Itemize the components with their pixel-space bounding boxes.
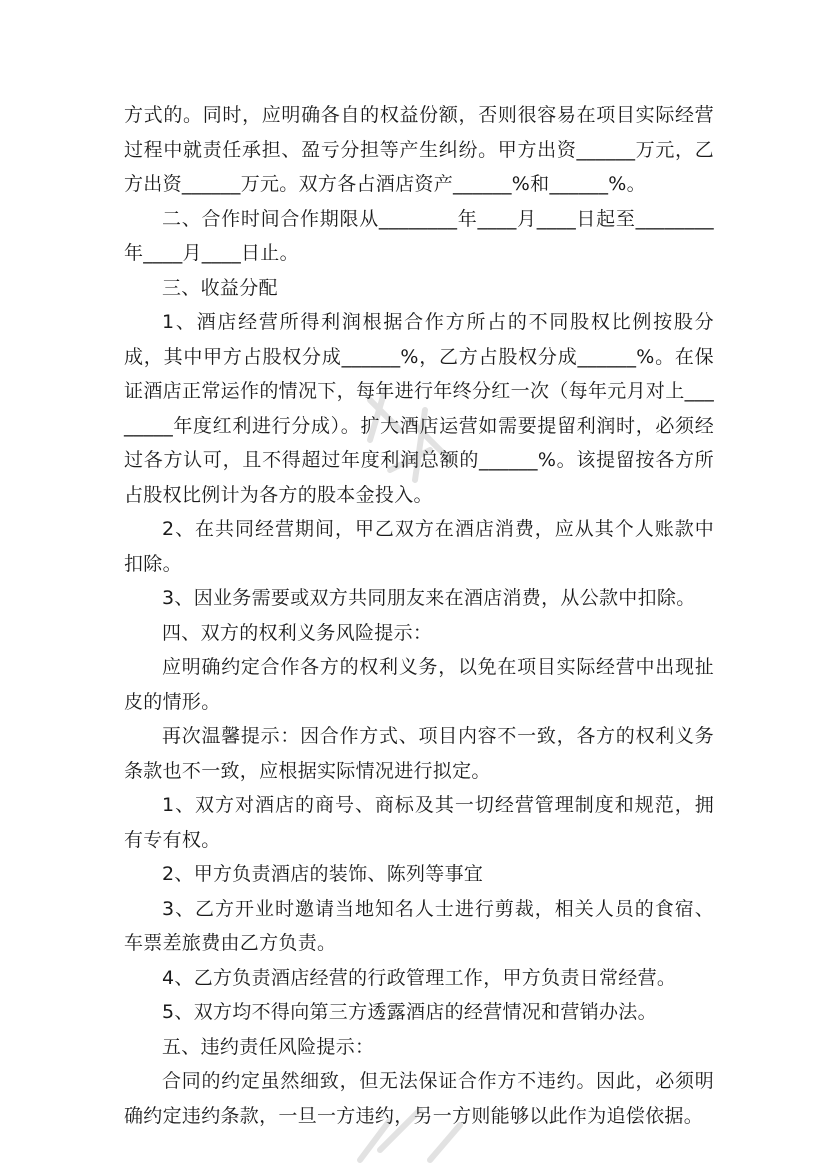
paragraph-rights-item-5: 5、双方均不得向第三方透露酒店的经营情况和营销办法。: [162, 1001, 657, 1023]
paragraph-profit-item-2: 2、在共同经营期间，甲乙双方在酒店消费，应从其个人账款中扣除。: [124, 518, 714, 575]
paragraph-capital-contribution: 方式的。同时，应明确各自的权益份额，否则很容易在项目实际经营过程中就责任承担、盈亏分担等产生纠纷。甲方出资______万元，乙方出资______万元。双方各占酒店资产______%和______%。: [124, 104, 714, 195]
paragraph-cooperation-period: 二、合作时间合作期限从________年____月____日起至________年____月____日止。: [124, 207, 714, 264]
paragraph-breach-note: 合同的约定虽然细致，但无法保证合作方不违约。因此，必须明确约定违约条款，一旦一方违约，另一方则能够以此作为追偿依据。: [124, 1070, 714, 1127]
heading-profit-distribution: 三、收益分配: [162, 276, 278, 299]
paragraph-rights-note: 应明确约定合作各方的权利义务，以免在项目实际经营中出现扯皮的情形。: [124, 656, 714, 713]
heading-rights-obligations: 四、双方的权利义务风险提示：: [162, 621, 433, 644]
paragraph-profit-item-3: 3、因业务需要或双方共同朋友来在酒店消费，从公款中扣除。: [162, 587, 696, 609]
paragraph-rights-item-3: 3、乙方开业时邀请当地知名人士进行剪裁，相关人员的食宿、车票差旅费由乙方负责。: [124, 897, 714, 954]
paragraph-profit-item-1: 1、酒店经营所得利润根据合作方所占的不同股权比例按股分成，其中甲方占股权分成______%，乙方占股权分成______%。在保证酒店正常运作的情况下，每年进行年终分红一次（每年元月对上________年度红利进行分成）。扩大酒店运营如需要提留利润时，必须经过各方认可，且不得超过年度利润总额的______%。该提留按各方所占股权比例计为各方的股本金投入。: [124, 311, 714, 506]
heading-breach-liability: 五、违约责任风险提示：: [162, 1035, 375, 1058]
document-body: [124, 98, 714, 1133]
paragraph-reminder: 再次温馨提示：因合作方式、项目内容不一致，各方的权利义务条款也不一致，应根据实际情况进行拟定。: [124, 725, 714, 782]
paragraph-rights-item-4: 4、乙方负责酒店经营的行政管理工作，甲方负责日常经营。: [162, 966, 677, 989]
paragraph-rights-item-1: 1、双方对酒店的商号、商标及其一切经营管理制度和规范，拥有专有权。: [124, 794, 714, 851]
paragraph-rights-item-2: 2、甲方负责酒店的装饰、陈列等事宜: [162, 863, 484, 885]
